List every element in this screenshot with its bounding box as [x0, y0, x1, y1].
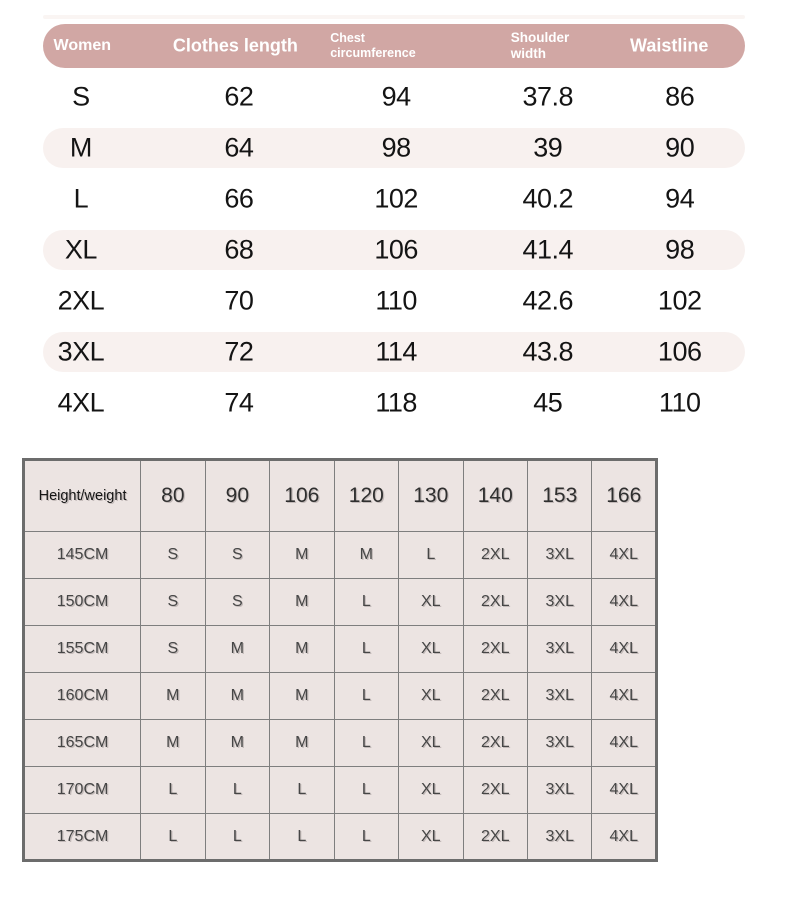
- matrix-size-cell: L: [334, 767, 398, 814]
- matrix-size-cell: L: [141, 814, 205, 861]
- size-row-XL: [43, 230, 745, 270]
- matrix-size-cell: 2XL: [463, 814, 527, 861]
- header-shoulder-width: [511, 30, 570, 62]
- matrix-size-cell: L: [334, 720, 398, 767]
- matrix-size-cell: M: [270, 626, 334, 673]
- weight-header-cell: 166: [592, 460, 657, 532]
- matrix-size-cell: L: [270, 767, 334, 814]
- size-value: 74: [224, 387, 254, 418]
- height-label: 150CM: [24, 579, 141, 626]
- matrix-size-cell: 3XL: [528, 767, 592, 814]
- size-value: 90: [665, 132, 695, 163]
- matrix-size-cell: 2XL: [463, 579, 527, 626]
- size-row-L: [43, 179, 745, 219]
- weight-header-cell: 80: [141, 460, 205, 532]
- matrix-size-cell: 4XL: [592, 767, 657, 814]
- matrix-size-cell: 4XL: [592, 579, 657, 626]
- matrix-size-cell: 2XL: [463, 720, 527, 767]
- size-value: 62: [224, 81, 254, 112]
- matrix-size-cell: M: [270, 532, 334, 579]
- matrix-size-cell: 4XL: [592, 720, 657, 767]
- matrix-size-cell: 4XL: [592, 532, 657, 579]
- matrix-row-170CM: [24, 767, 657, 814]
- header-women: Women: [53, 37, 112, 54]
- matrix-size-cell: XL: [399, 673, 463, 720]
- matrix-size-cell: M: [205, 720, 269, 767]
- matrix-size-cell: XL: [399, 767, 463, 814]
- height-label: 160CM: [24, 673, 141, 720]
- matrix-size-cell: S: [141, 626, 205, 673]
- matrix-size-cell: 2XL: [463, 532, 527, 579]
- matrix-size-cell: XL: [399, 626, 463, 673]
- size-value: 39: [533, 132, 563, 163]
- matrix-row-175CM: [24, 814, 657, 861]
- matrix-size-cell: XL: [399, 720, 463, 767]
- size-value: 102: [657, 285, 702, 316]
- size-value: 106: [374, 234, 418, 265]
- matrix-size-cell: M: [205, 626, 269, 673]
- matrix-size-cell: XL: [399, 814, 463, 861]
- size-label: S: [72, 81, 90, 112]
- header-waistline: Waistline: [629, 35, 709, 56]
- matrix-corner-label: Height/weight: [24, 460, 141, 532]
- size-value: 110: [375, 285, 417, 316]
- size-label: 2XL: [57, 285, 105, 316]
- height-weight-table: [22, 458, 658, 862]
- matrix-size-cell: 4XL: [592, 673, 657, 720]
- matrix-size-cell: L: [334, 579, 398, 626]
- header-chest-circumference: [330, 31, 415, 61]
- matrix-size-cell: L: [205, 814, 269, 861]
- size-value: 86: [665, 81, 695, 112]
- size-value: 110: [658, 387, 701, 418]
- weight-header-cell: 153: [528, 460, 592, 532]
- height-label: 155CM: [24, 626, 141, 673]
- matrix-header-row: [24, 460, 657, 532]
- header-chest-line2: circumference: [330, 46, 416, 60]
- size-label: 4XL: [57, 387, 105, 418]
- size-label: 3XL: [57, 336, 105, 367]
- matrix-size-cell: L: [334, 814, 398, 861]
- matrix-size-cell: 3XL: [528, 579, 592, 626]
- size-value: 114: [375, 336, 417, 367]
- size-value: 45: [533, 387, 563, 418]
- size-value: 102: [374, 183, 418, 214]
- matrix-size-cell: L: [205, 767, 269, 814]
- matrix-size-cell: L: [270, 814, 334, 861]
- matrix-size-cell: M: [270, 720, 334, 767]
- size-value: 66: [224, 183, 254, 214]
- size-row-4XL: [43, 383, 745, 423]
- matrix-size-cell: M: [205, 673, 269, 720]
- matrix-size-cell: 2XL: [463, 673, 527, 720]
- size-label: M: [69, 132, 92, 163]
- header-chest-line1: Chest: [330, 31, 365, 45]
- matrix-size-cell: 3XL: [528, 720, 592, 767]
- weight-header-cell: 90: [205, 460, 269, 532]
- matrix-size-cell: 3XL: [528, 673, 592, 720]
- height-label: 165CM: [24, 720, 141, 767]
- matrix-size-cell: 3XL: [528, 814, 592, 861]
- matrix-row-150CM: [24, 579, 657, 626]
- matrix-size-cell: S: [141, 579, 205, 626]
- matrix-size-cell: S: [205, 532, 269, 579]
- size-value: 68: [224, 234, 254, 265]
- matrix-size-cell: L: [399, 532, 463, 579]
- matrix-size-cell: S: [141, 532, 205, 579]
- matrix-row-155CM: [24, 626, 657, 673]
- size-value: 64: [224, 132, 254, 163]
- size-value: 118: [375, 387, 417, 418]
- partial-row-strip: [43, 15, 745, 19]
- size-row-2XL: [43, 281, 745, 321]
- matrix-size-cell: S: [205, 579, 269, 626]
- size-value: 42.6: [522, 285, 574, 316]
- size-value: 72: [224, 336, 254, 367]
- matrix-size-cell: M: [334, 532, 398, 579]
- size-value: 70: [224, 285, 254, 316]
- size-value: 94: [665, 183, 695, 214]
- height-label: 170CM: [24, 767, 141, 814]
- size-label: L: [73, 183, 89, 214]
- matrix-size-cell: L: [334, 626, 398, 673]
- matrix-size-cell: M: [270, 579, 334, 626]
- size-chart-rows: [43, 77, 745, 434]
- weight-header-cell: 106: [270, 460, 334, 532]
- matrix-size-cell: M: [141, 720, 205, 767]
- matrix-size-cell: 3XL: [528, 532, 592, 579]
- height-label: 175CM: [24, 814, 141, 861]
- matrix-size-cell: 4XL: [592, 626, 657, 673]
- matrix-row-160CM: [24, 673, 657, 720]
- matrix-size-cell: 2XL: [463, 626, 527, 673]
- size-row-S: [43, 77, 745, 117]
- weight-header-cell: 140: [463, 460, 527, 532]
- matrix-size-cell: 2XL: [463, 767, 527, 814]
- size-value: 43.8: [522, 336, 574, 367]
- matrix-size-cell: L: [334, 673, 398, 720]
- size-row-3XL: [43, 332, 745, 372]
- header-shoulder-line2: width: [510, 46, 547, 61]
- header-clothes-length: Clothes length: [172, 35, 298, 56]
- size-value: 40.2: [522, 183, 574, 214]
- height-label: 145CM: [24, 532, 141, 579]
- matrix-size-cell: M: [141, 673, 205, 720]
- size-value: 37.8: [522, 81, 574, 112]
- size-row-M: [43, 128, 745, 168]
- size-value: 98: [381, 132, 411, 163]
- size-label: XL: [64, 234, 97, 265]
- size-chart-header: [43, 24, 745, 68]
- size-value: 106: [657, 336, 702, 367]
- matrix-size-cell: M: [270, 673, 334, 720]
- weight-header-cell: 120: [334, 460, 398, 532]
- matrix-row-145CM: [24, 532, 657, 579]
- matrix-row-165CM: [24, 720, 657, 767]
- header-shoulder-line1: Shoulder: [510, 30, 570, 45]
- matrix-size-cell: XL: [399, 579, 463, 626]
- matrix-size-cell: L: [141, 767, 205, 814]
- size-value: 98: [665, 234, 695, 265]
- matrix-size-cell: 3XL: [528, 626, 592, 673]
- matrix-size-cell: 4XL: [592, 814, 657, 861]
- weight-header-cell: 130: [399, 460, 463, 532]
- size-value: 94: [381, 81, 411, 112]
- size-value: 41.4: [522, 234, 574, 265]
